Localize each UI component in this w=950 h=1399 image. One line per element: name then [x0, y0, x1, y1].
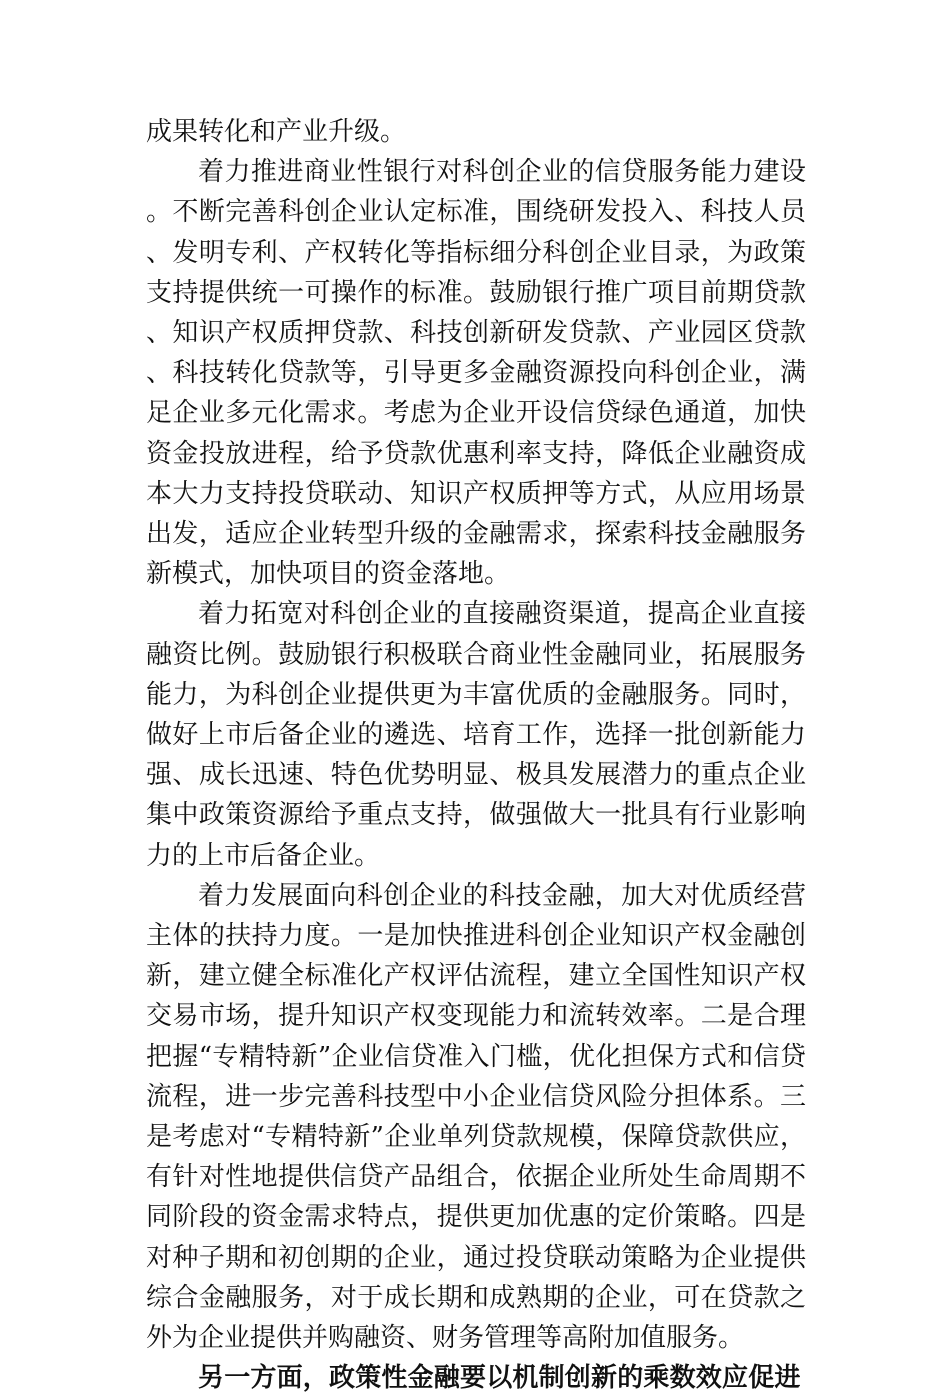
document-page [146, 112, 806, 1399]
paragraph-credit-service: 着力推进商业性银行对科创企业的信贷服务能力建设。不断完善科创企业认定标准，围绕研发投入、科技人员、发明专利、产权转化等指标细分科创企业目录，为政策支持提供统一可操作的标准。鼓励银行推广项目前期贷款、知识产权质押贷款、科技创新研发贷款、产业园区贷款、科技转化贷款等，引导更多金融资源投向科创企业，满足企业多元化需求。考虑为企业开设信贷绿色通道，加快资金投放进程，给予贷款优惠利率支持，降低企业融资成本大力支持投贷联动、知识产权质押等方式，从应用场景出发，适应企业转型升级的金融需求，探索科技金融服务新模式，加快项目的资金落地。 [146, 157, 806, 590]
paragraph-continuation: 成果转化和产业升级。 [146, 117, 407, 147]
paragraph-tech-finance: 着力发展面向科创企业的科技金融，加大对优质经营主体的扶持力度。一是加快推进科创企业知识产权金融创新，建立健全标准化产权评估流程，建立全国性知识产权交易市场，提升知识产权变现能力和流转效率。二是合理把握“专精特新”企业信贷准入门槛，优化担保方式和信贷流程，进一步完善科技型中小企业信贷风险分担体系。三是考虑对“专精特新”企业单列贷款规模，保障贷款供应，有针对性地提供信贷产品组合，依据企业所处生命周期不同阶段的资金需求特点，提供更加优惠的定价策略。四是对种子期和初创期的企业，通过投贷联动策略为企业提供综合金融服务，对于成长期和成熟期的企业，可在贷款之外为企业提供并购融资、财务管理等高附加值服务。 [146, 880, 806, 1354]
paragraph-policy-finance-heading: 另一方面，政策性金融要以机制创新的乘数效应促进 [198, 1363, 801, 1394]
paragraph-direct-financing: 着力拓宽对科创企业的直接融资渠道，提高企业直接融资比例。鼓励银行积极联合商业性金融同业，拓展服务能力，为科创企业提供更为丰富优质的金融服务。同时，做好上市后备企业的遴选、培育工作，选择一批创新能力强、成长迅速、特色优势明显、极具发展潜力的重点企业集中政策资源给予重点支持，做强做大一批具有行业影响力的上市后备企业。 [146, 599, 806, 871]
